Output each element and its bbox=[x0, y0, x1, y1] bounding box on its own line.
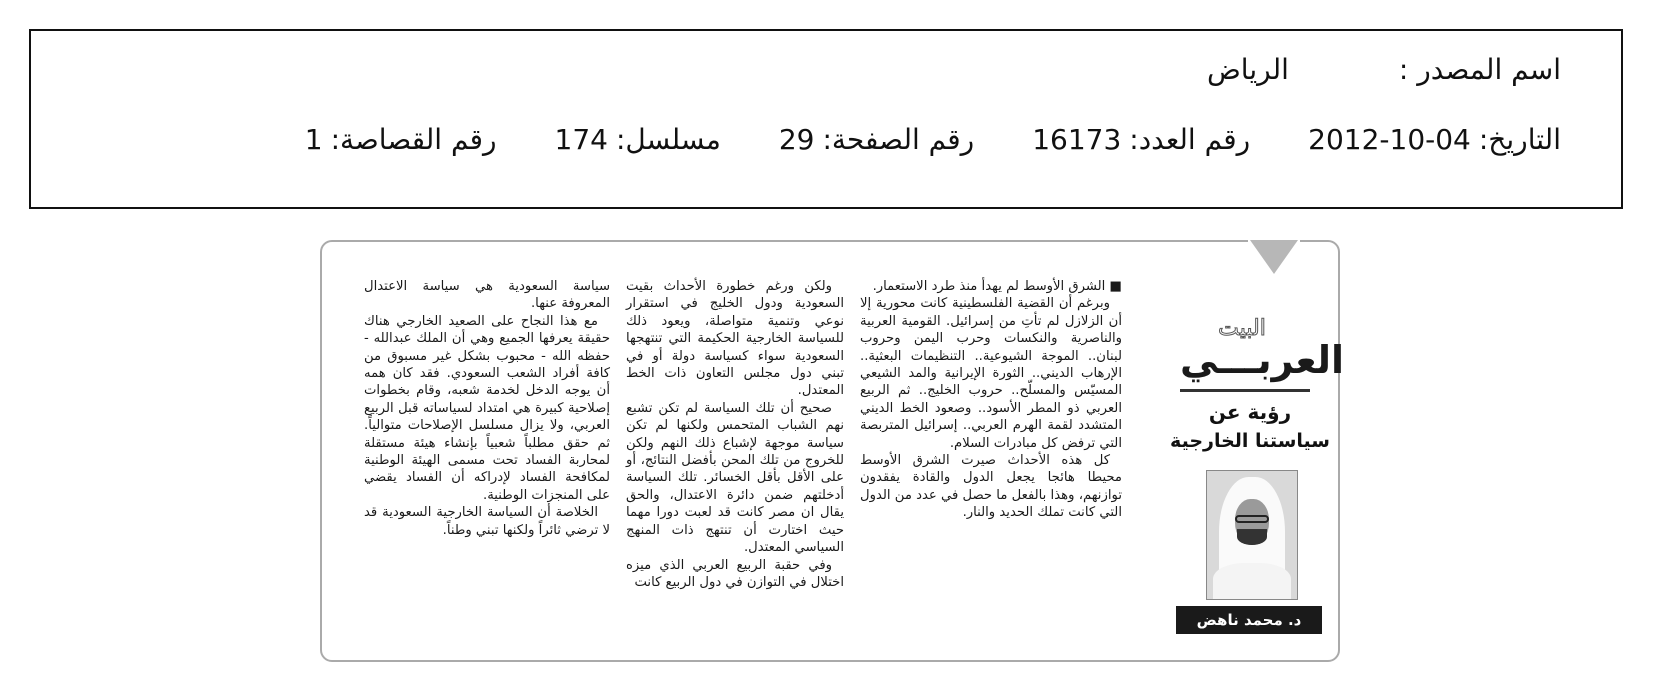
issue-label: رقم العدد: bbox=[1129, 123, 1251, 156]
source-row bbox=[1207, 53, 1561, 86]
issue-field bbox=[1032, 123, 1250, 156]
article-column-2 bbox=[626, 278, 844, 591]
article-title-line-2: سياستنا الخارجية bbox=[1170, 430, 1330, 452]
source-value: الرياض bbox=[1206, 53, 1289, 86]
column-paragraph: مع هذا النجاح على الصعيد الخارجي هناك حقيقة يعرفها الجميع وهي أن الملك عبدالله - حفظه الله - محبوب بشكل غير مسبوق من كافة أفراد الشعب السعودي. فقد كان همه أن يوجه الدخل لخدمة شعبه، وقام بخطوات إصلاحية كبيرة هي امتداد لسياساته قبل الربيع العربي، ولا يزال مسلسل الإصلاحات متوالياً. ثم حقق مطلباً شعبياً بإنشاء هيئة مستقلة لمحاربة الفساد تحت مسمى الهيئة الوطنية لمكافحة الفساد لإدراكه أن الفساد يقضي على المنجزات الوطنية. bbox=[364, 313, 610, 503]
source-label: اسم المصدر : bbox=[1398, 53, 1561, 86]
column-paragraph: الخلاصة أن السياسة الخارجية السعودية قد لا ترضي ثائراً ولكنها تبني وطناً. bbox=[364, 505, 610, 538]
column-paragraph: وفي حقبة الربيع العربي الذي ميزه اختلال في التوازن في دول الربيع كانت bbox=[626, 557, 844, 590]
clip-value: 1 bbox=[304, 123, 323, 156]
column-paragraph: كل هذه الأحداث صيرت الشرق الأوسط محيطا هائجا يجعل الدول والقادة يفقدون توازنهم، وهذا بالفعل ما حصل في عدد من الدول التي كانت تملك الحديد والنار. bbox=[860, 453, 1122, 521]
page-value: 29 bbox=[778, 123, 815, 156]
page-label: رقم الصفحة: bbox=[822, 123, 975, 156]
photo-thobe bbox=[1213, 563, 1291, 600]
clip-corner-triangle bbox=[1250, 240, 1298, 274]
article-column-3 bbox=[364, 278, 610, 539]
serial-field bbox=[555, 123, 721, 156]
article-column-1 bbox=[860, 278, 1122, 522]
photo-glasses bbox=[1235, 515, 1269, 523]
column-paragraph: ولكن ورغم خطورة الأحداث بقيت السعودية ودول الخليج في استقرار نوعي وتنمية متواصلة، ويعود ذلك للسياسة الخارجية الحكيمة التي تنتهجها السعودية سواء كسياسة دولة أو في تبني دول مجلس التعاون ذات الخط المعتدل. bbox=[626, 279, 844, 399]
photo-beard bbox=[1237, 529, 1267, 545]
issue-value: 16173 bbox=[1032, 123, 1122, 156]
rubric-small-word: البيت bbox=[1218, 316, 1266, 341]
date-field bbox=[1308, 123, 1561, 156]
article-title-line-1: رؤية عن bbox=[1208, 400, 1292, 424]
column-paragraph: ■ الشرق الأوسط لم يهدأ منذ طرد الاستعمار. bbox=[872, 279, 1122, 294]
author-photo bbox=[1206, 470, 1298, 600]
column-paragraph: سياسة السعودية هي سياسة الاعتدال المعروفة عنها. bbox=[364, 279, 610, 312]
column-paragraph: صحيح أن تلك السياسة لم تكن تشبع نهم الشباب المتحمس ولكنها لم تكن سياسة موجهة لإشباع ذلك النهم ولكن للخروج من تلك المحن بأفضل النتائج، أو على الأقل بأقل الخسائر. تلك السياسة أدخلتهم ضمن دائرة الاعتدال، والحق يقال ان مصر كانت قد لعبت دورا مهما حيث اختارت أن تنتهج ذات المنهج السياسي المعتدل. bbox=[626, 400, 844, 556]
date-label: التاريخ: bbox=[1478, 123, 1561, 156]
clipping-metadata-box bbox=[29, 29, 1623, 209]
serial-label: مسلسل: bbox=[615, 123, 721, 156]
serial-value: 174 bbox=[554, 123, 608, 156]
page-field bbox=[779, 123, 974, 156]
column-paragraph: وبرغم أن القضية الفلسطينية كانت محورية إلا أن الزلازل لم تأتِ من إسرائيل. القومية العربية والناصرية والنكسات وحرب اليمن وحروب لبنان.. الموجة الشيوعية.. التنظيمات البعثية.. الإرهاب الديني.. الثورة الإيرانية والمد الشيعي المسيّس والمسلّح.. حروب الخليج.. ثم الربيع العربي ذو المطر الأسود.. وصعود الخط الديني المتشدد لقمة الهرم العربي.. إسرائيل المتربصة التي ترفض كل مبادرات السلام. bbox=[860, 296, 1122, 451]
clip-field bbox=[305, 123, 497, 156]
details-row bbox=[305, 123, 1561, 156]
author-name: د. محمد ناهض القويز bbox=[1176, 606, 1322, 634]
date-value: 2012-10-04 bbox=[1308, 123, 1471, 156]
rubric-divider bbox=[1180, 389, 1310, 392]
clip-label: رقم القصاصة: bbox=[330, 123, 497, 156]
rubric-title: العربـــي bbox=[1180, 338, 1345, 382]
